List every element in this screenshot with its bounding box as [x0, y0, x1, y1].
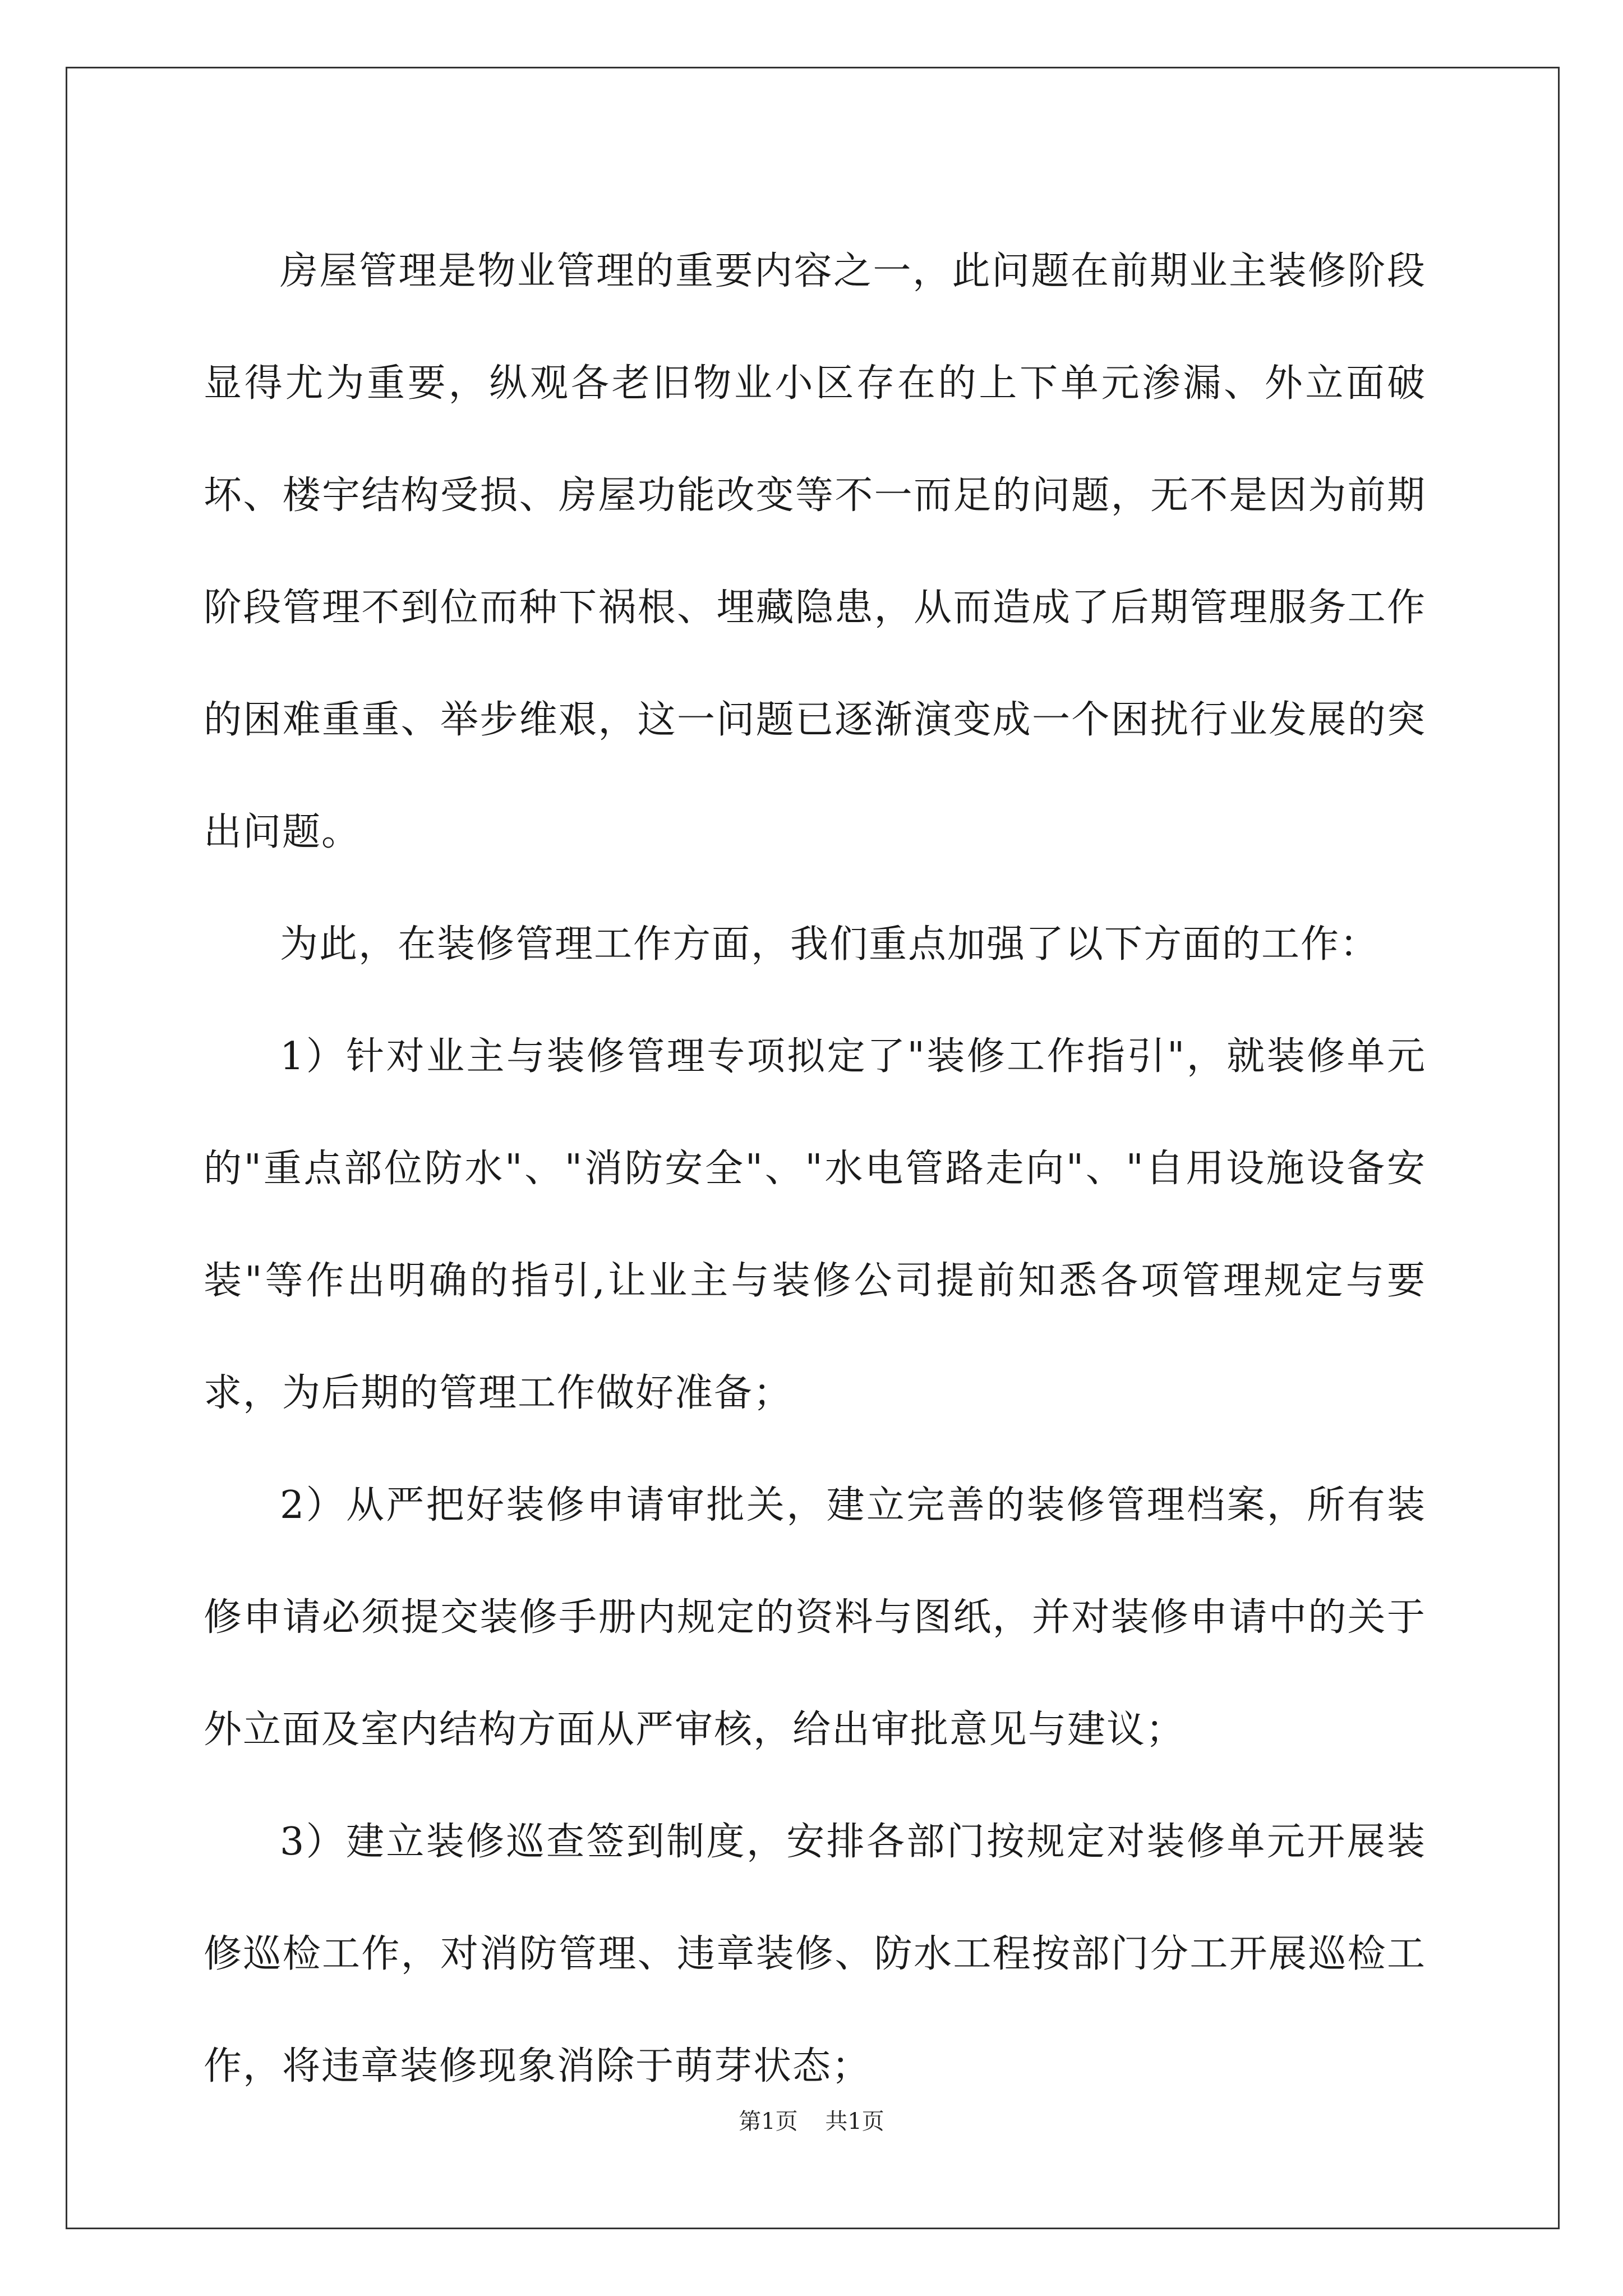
- paragraph-item-1: 1）针对业主与装修管理专项拟定了"装修工作指引"，就装修单元的"重点部位防水"、"消防安全"、"水电管路走向"、"自用设施设备安装"等作出明确的指引,让业主与装修公司提前知悉各项管理规定与要求，为后期的管理工作做好准备；: [204, 1034, 1426, 1415]
- page-total: 共1页: [825, 2109, 884, 2134]
- paragraph-intro: 房屋管理是物业管理的重要内容之一，此问题在前期业主装修阶段显得尤为重要，纵观各老旧物业小区存在的上下单元渗漏、外立面破坏、楼宇结构受损、房屋功能改变等不一而足的问题，无不是因为前期阶段管理不到位而种下祸根、埋藏隐患，从而造成了后期管理服务工作的困难重重、举步维艰，这一问题已逐渐演变成一个困扰行业发展的突出问题。: [204, 249, 1426, 854]
- paragraph-item-2: 2）从严把好装修申请审批关，建立完善的装修管理档案，所有装修申请必须提交装修手册内规定的资料与图纸，并对装修申请中的关于外立面及室内结构方面从严审核，给出审批意见与建议；: [204, 1483, 1426, 1752]
- paragraph-lead: 为此，在装修管理工作方面，我们重点加强了以下方面的工作：: [280, 922, 1380, 967]
- document-body: [204, 215, 1426, 2123]
- page-number: 第1页: [739, 2109, 798, 2134]
- page-footer: [0, 2105, 1623, 2138]
- paragraph-item-3: 3）建立装修巡查签到制度，安排各部门按规定对装修单元开展装修巡检工作，对消防管理、违章装修、防水工程按部门分工开展巡检工作，将违章装修现象消除于萌芽状态；: [204, 1820, 1426, 2088]
